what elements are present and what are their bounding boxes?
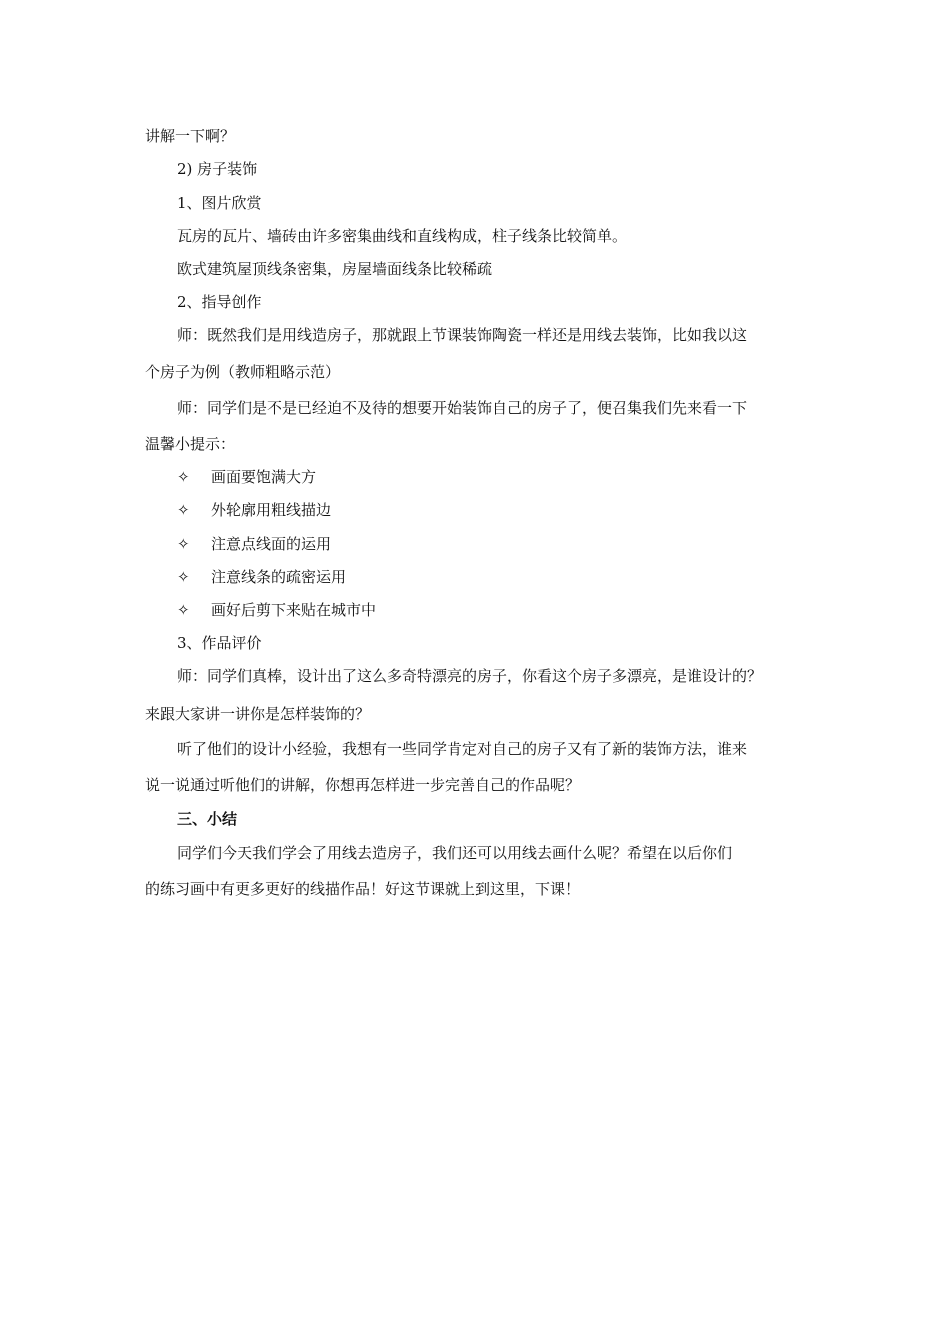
section-heading-summary: 三、小结 (177, 810, 238, 828)
sparkle-bullet-icon: ✧ (177, 535, 190, 553)
tip-item (177, 534, 331, 554)
tip-item (177, 500, 331, 520)
tip-item (177, 467, 316, 487)
subheading-work-evaluation: 3、作品评价 (177, 634, 262, 652)
sparkle-bullet-icon: ✧ (177, 468, 190, 486)
paragraph-teacher-demo-line2: 个房子为例（教师粗略示范） (145, 363, 341, 381)
subheading-picture-appreciation: 1、图片欣赏 (177, 194, 262, 212)
text-line: 讲解一下啊？ (145, 127, 236, 145)
paragraph-evaluation-line2: 来跟大家讲一讲你是怎样装饰的？ (145, 705, 371, 723)
paragraph-experience-line1: 听了他们的设计小经验，我想有一些同学肯定对自己的房子又有了新的装饰方法，谁来 (177, 740, 748, 758)
sparkle-bullet-icon: ✧ (177, 601, 190, 619)
paragraph-european-building: 欧式建筑屋顶线条密集，房屋墙面线条比较稀疏 (177, 260, 493, 278)
paragraph-summary-line2: 的练习画中有更多更好的线描作品！好这节课就上到这里，下课！ (145, 880, 581, 898)
tip-text: 画面要饱满大方 (211, 468, 317, 486)
paragraph-experience-line2: 说一说通过听他们的讲解，你想再怎样进一步完善自己的作品呢？ (145, 776, 581, 794)
paragraph-tips-intro-line1: 师：同学们是不是已经迫不及待的想要开始装饰自己的房子了，便召集我们先来看一下 (177, 399, 748, 417)
tip-item (177, 567, 346, 587)
tip-text: 外轮廓用粗线描边 (211, 501, 332, 519)
tip-text: 注意线条的疏密运用 (211, 568, 347, 586)
section-heading-house-decoration: 2) 房子装饰 (177, 160, 258, 178)
paragraph-tips-intro-line2: 温馨小提示： (145, 435, 236, 453)
tip-text: 注意点线面的运用 (211, 535, 332, 553)
sparkle-bullet-icon: ✧ (177, 568, 190, 586)
subheading-guided-creation: 2、指导创作 (177, 293, 262, 311)
paragraph-evaluation-line1: 师：同学们真棒，设计出了这么多奇特漂亮的房子，你看这个房子多漂亮，是谁设计的？ (177, 667, 763, 685)
paragraph-teacher-demo-line1: 师：既然我们是用线造房子，那就跟上节课装饰陶瓷一样还是用线去装饰，比如我以这 (177, 326, 748, 344)
tip-item (177, 600, 376, 620)
sparkle-bullet-icon: ✧ (177, 501, 190, 519)
paragraph-summary-line1: 同学们今天我们学会了用线去造房子，我们还可以用线去画什么呢？希望在以后你们 (177, 844, 733, 862)
tip-text: 画好后剪下来贴在城市中 (211, 601, 377, 619)
paragraph-tile-house: 瓦房的瓦片、墙砖由许多密集曲线和直线构成，柱子线条比较简单。 (177, 227, 628, 245)
